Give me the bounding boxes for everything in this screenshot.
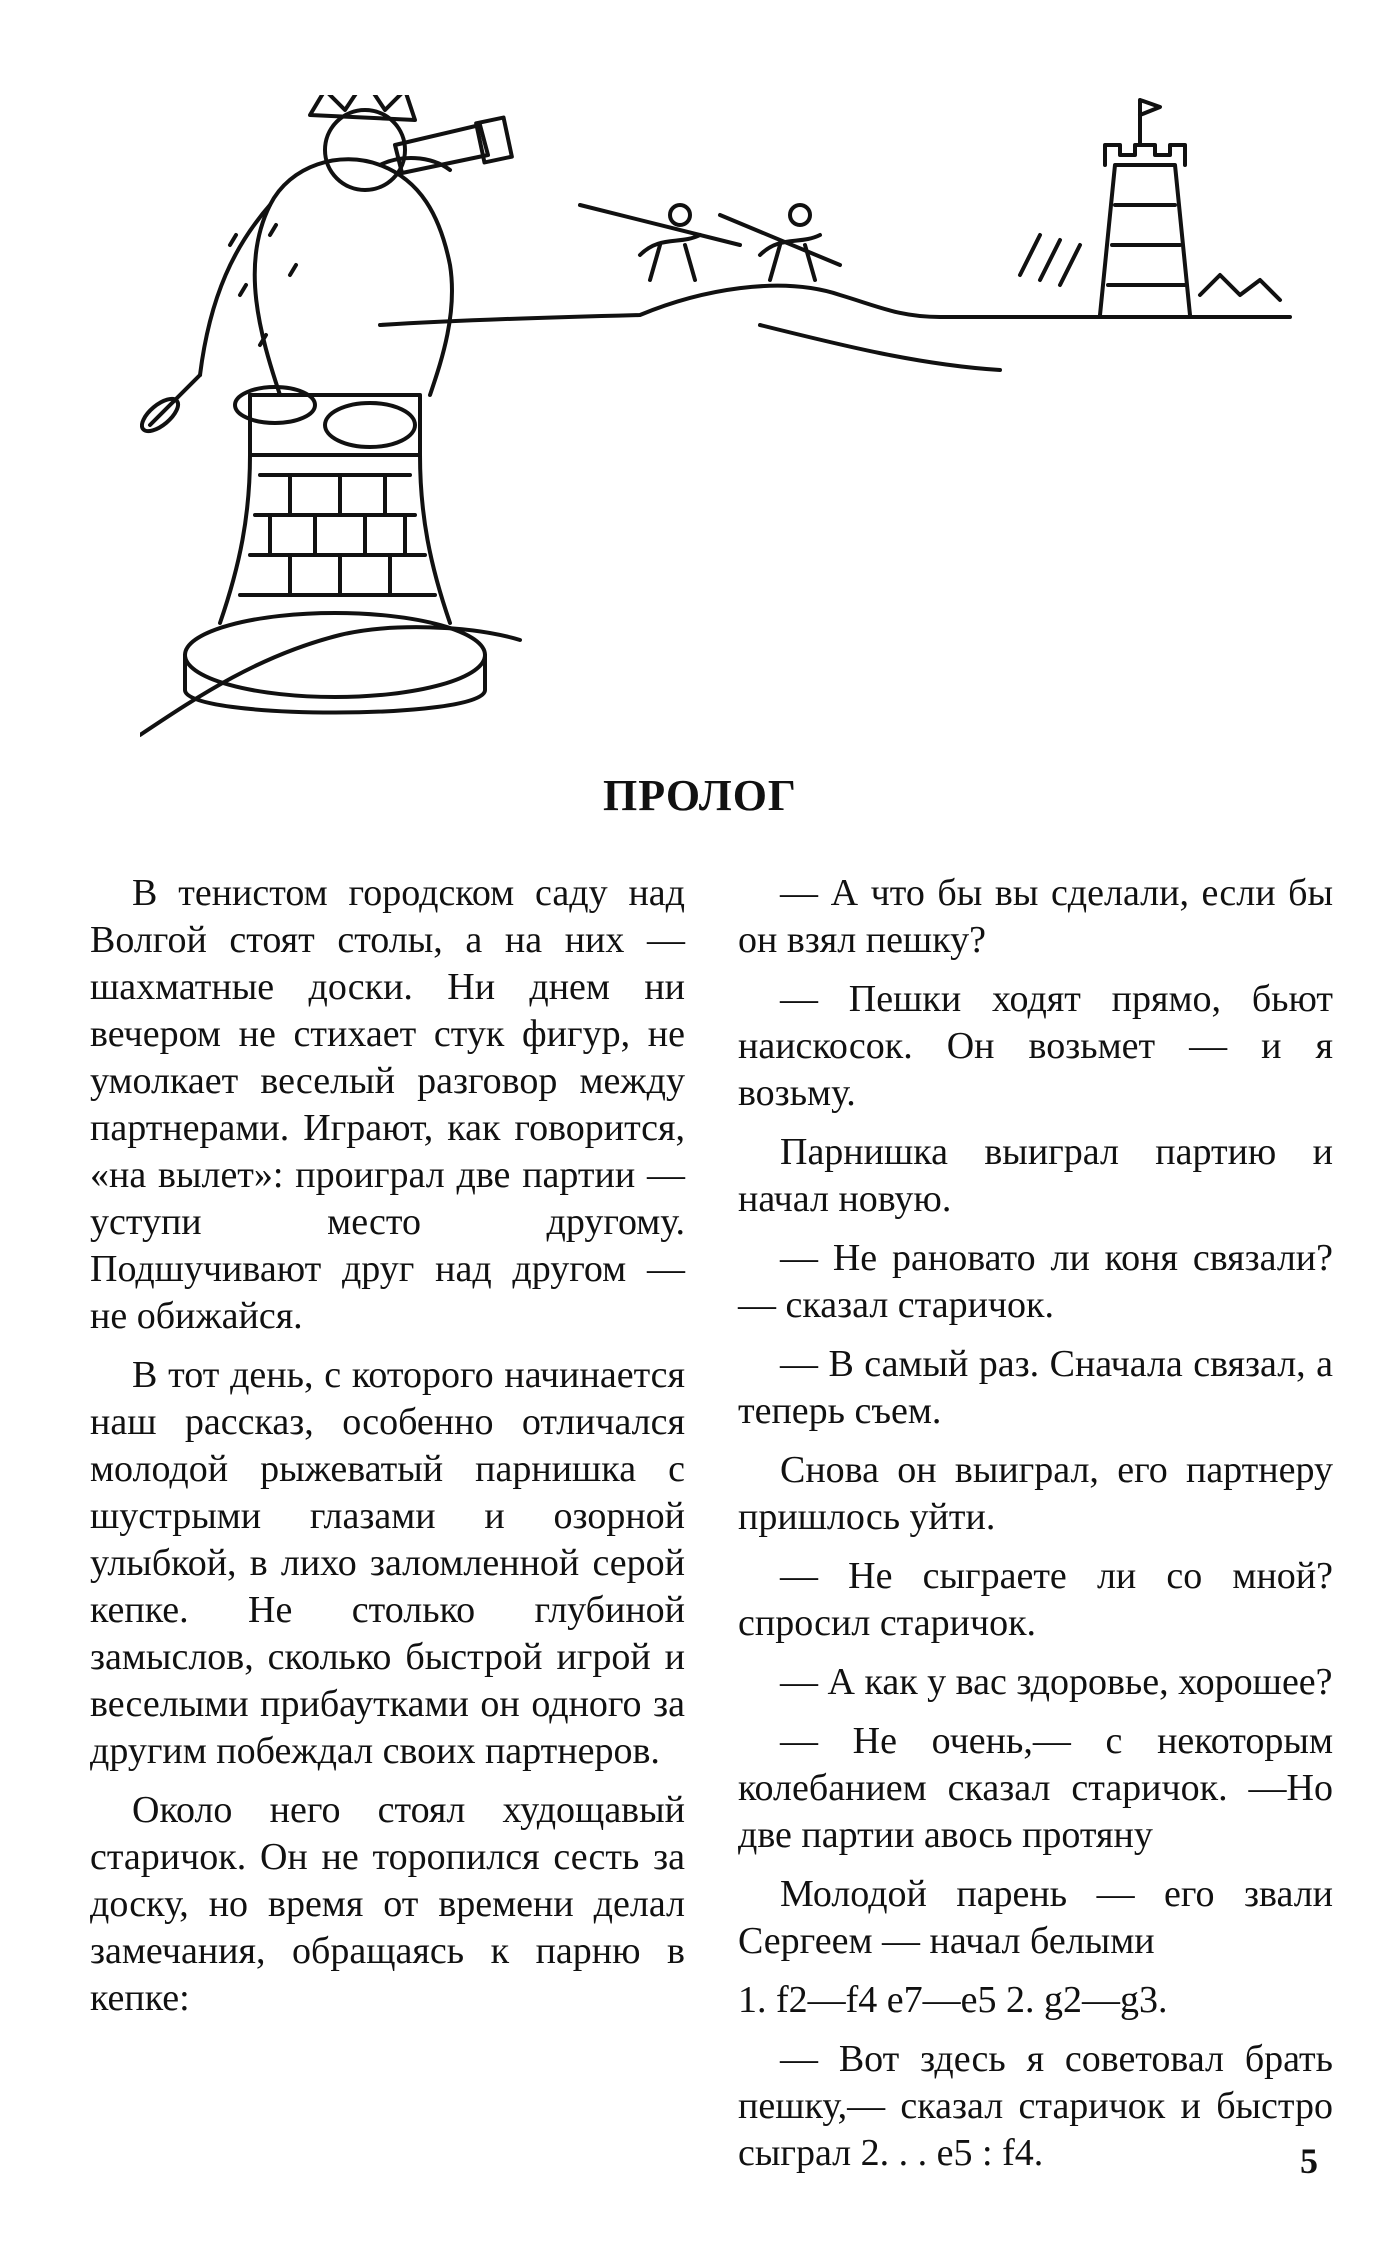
paragraph: — Не очень,— с некоторым колебанием сказал старичок. —Но две партии авось протяну: [738, 1720, 1333, 1856]
chapter-title: ПРОЛОГ: [603, 771, 797, 820]
paragraph: В тенистом городском саду над Волгой стоят столы, а на них — шахматные доски. Ни днем ни вечером не стихает стук фигур, не умолкает веселый разговор между партнерами. Играют, как говорится, «на вылет»: проиграл две партии — уступи место другому. Подшучивают друг над другом — не обижайся.: [90, 872, 685, 1337]
page-number: 5: [1300, 2141, 1318, 2181]
paragraph: — А что бы вы сделали, если бы он взял пешку?: [738, 872, 1333, 961]
paragraph: — Не сыграете ли со мной? спросил старичок.: [738, 1555, 1333, 1644]
paragraph: Молодой парень — его звали Сергеем — начал белыми: [738, 1873, 1333, 1962]
left-column: [90, 870, 685, 2034]
paragraph: — Пешки ходят прямо, бьют наискосок. Он возьмет — и я возьму.: [738, 978, 1333, 1114]
right-column: [738, 870, 1333, 2189]
paragraph: Парнишка выиграл партию и начал новую.: [738, 1131, 1333, 1220]
paragraph: В тот день, с которого начинается наш рассказ, особенно отличался молодой рыжеватый парнишка с шустрыми глазами и озорной улыбкой, в лихо заломленной серой кепке. Не столько глубиной замыслов, сколько быстрой игрой и веселыми прибаутками он одного за другим побеждал своих партнеров.: [90, 1354, 685, 1772]
chess-king-on-rook-illustration: [140, 95, 1300, 755]
paragraph: — В самый раз. Сначала связал, а теперь съем.: [738, 1343, 1333, 1432]
paragraph: — Не рановато ли коня связали? — сказал старичок.: [738, 1237, 1333, 1326]
paragraph: Снова он выиграл, его партнеру пришлось уйти.: [738, 1449, 1333, 1538]
paragraph: — Вот здесь я советовал брать пешку,— сказал старичок и быстро сыграл 2. . . e5 : f4.: [738, 2038, 1333, 2174]
paragraph: Около него стоял худощавый старичок. Он не торопился сесть за доску, но время от времени делал замечания, обращаясь к парню в кепке:: [90, 1789, 685, 2019]
paragraph: — А как у вас здоровье, хорошее?: [780, 1661, 1333, 1703]
chess-moves: 1. f2—f4 e7—e5 2. g2—g3.: [738, 1979, 1168, 2021]
